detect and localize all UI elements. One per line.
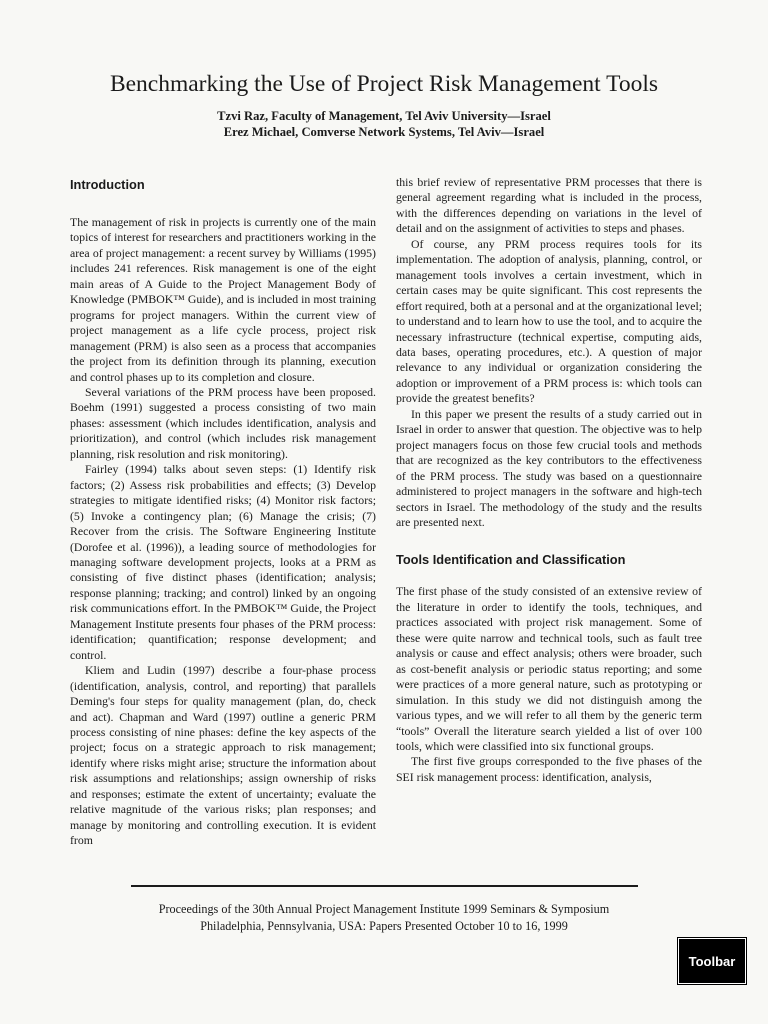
author-block — [0, 109, 768, 140]
section-heading-tools: Tools Identification and Classification — [396, 552, 626, 568]
toolbar-button[interactable]: Toolbar — [678, 938, 746, 984]
author-line: Erez Michael, Comverse Network Systems, Tel Aviv—Israel — [223, 124, 545, 139]
body-paragraph: The management of risk in projects is currently one of the main topics of interest for researchers and practitioners working in the area of project management: a recent survey by Williams (1995) includes 241 references. Risk management is one of the eight main areas of A Guide to the Project Management Body of Knowledge (PMBOK™ Guide), and is included in most training programs for project managers. Within the current view of project management as a life cycle process, project risk management (PRM) is also seen as a process that accompanies the project from its definition through its planning, execution and control phases up to its completion and closure. — [70, 215, 376, 384]
body-paragraph: Kliem and Ludin (1997) describe a four-phase process (identification, analysis, control, and reporting) that parallels Deming's four steps for quality management (plan, do, check and act). Chapman and Ward (1997) outline a generic PRM process consisting of nine phases: define the key aspects of the project; focus on a strategic approach to risk management; identify where risks might arise; structure the information about risk assumptions and relationships; assign ownership of risks and responses; estimate the extent of uncertainty; evaluate the relative magnitude of the various risks; plan responses; and manage by monitoring and controlling execution. It is evident from — [70, 663, 376, 848]
body-paragraph: The first phase of the study consisted of an extensive review of the literature in order to identify the tools, techniques, and practices associated with project risk management. Some of these were quite narrow and technical tools, such as fault tree analysis or cause and effect analysis; others were broader, such as cost-benefit analysis or periodic status reporting; and some were practices of a more general nature, such as prototyping or simulation. In this study we did not distinguish among the various types, and we will refer to all them by the generic term “tools” Overall the literature search yielded a list of over 100 tools, which were classified into six functional groups. — [396, 584, 702, 753]
footer-line: Philadelphia, Pennsylvania, USA: Papers Presented October 10 to 16, 1999 — [200, 918, 568, 933]
author-line: Tzvi Raz, Faculty of Management, Tel Aviv University—Israel — [217, 109, 551, 123]
footer-line: Proceedings of the 30th Annual Project Management Institute 1999 Seminars & Symposium — [158, 902, 610, 916]
page-footer — [0, 901, 768, 934]
body-paragraph: In this paper we present the results of a study carried out in Israel in order to answer that question. The objective was to help project managers focus on those few crucial tools and methods that are recognized as the key contributors to the effectiveness of the PRM process. The study was based on a questionnaire administered to project managers in the software and high-tech sectors in Israel. The methodology of the study and the results are presented next. — [396, 406, 702, 529]
paper-title: Benchmarking the Use of Project Risk Management Tools — [109, 71, 659, 97]
body-paragraph: The first five groups corresponded to the five phases of the SEI risk management process: identification, analysis, — [396, 754, 702, 784]
left-column — [70, 175, 376, 849]
footer-divider — [131, 885, 638, 887]
body-paragraph: Of course, any PRM process requires tools for its implementation. The adoption of analysis, planning, control, or management tools involves a certain investment, which in certain cases may be quite significant. This cost represents the effort required, both at a personal and at the organizational level; to understand and to learn how to use the tool, and to acquire the necessary infrastructure (technical expertise, computing aids, data bases, operating procedures, etc.). A question of major relevance to any individual or organization considering the adoption or improvement of a PRM process is: which tools can provide the greatest benefits? — [396, 236, 702, 406]
section-heading-introduction: Introduction — [70, 177, 145, 192]
body-paragraph: Several variations of the PRM process have been proposed. Boehm (1991) suggested a process consisting of two main phases: assessment (which includes identification, analysis and prioritization), and control (which includes risk management planning, risk resolution and risk monitoring). — [70, 384, 376, 461]
body-paragraph: this brief review of representative PRM processes that there is general agreement regarding what is included in the process, with the differences depending on variations in the level of detail and on the assignment of activities to steps and phases. — [396, 175, 702, 236]
body-paragraph: Fairley (1994) talks about seven steps: (1) Identify risk factors; (2) Assess risk probabilities and effects; (3) Develop strategies to mitigate identified risks; (4) Monitor risk factors; (5) Invoke a contingency plan; (6) Manage the crisis; (7) Recover from the crisis. The Software Engineering Institute (Dorofee et al. (1996)), a leading source of methodologies for managing software development projects, looks at a PRM as consisting of five distinct phases (identification; analysis; response planning; tracking; and control) linked by an ongoing risk communications effort. In the PMBOK™ Guide, the Project Management Institute presents four phases of the PRM process: identification; quantification; response development; and control. — [70, 462, 376, 662]
right-column — [396, 175, 702, 785]
